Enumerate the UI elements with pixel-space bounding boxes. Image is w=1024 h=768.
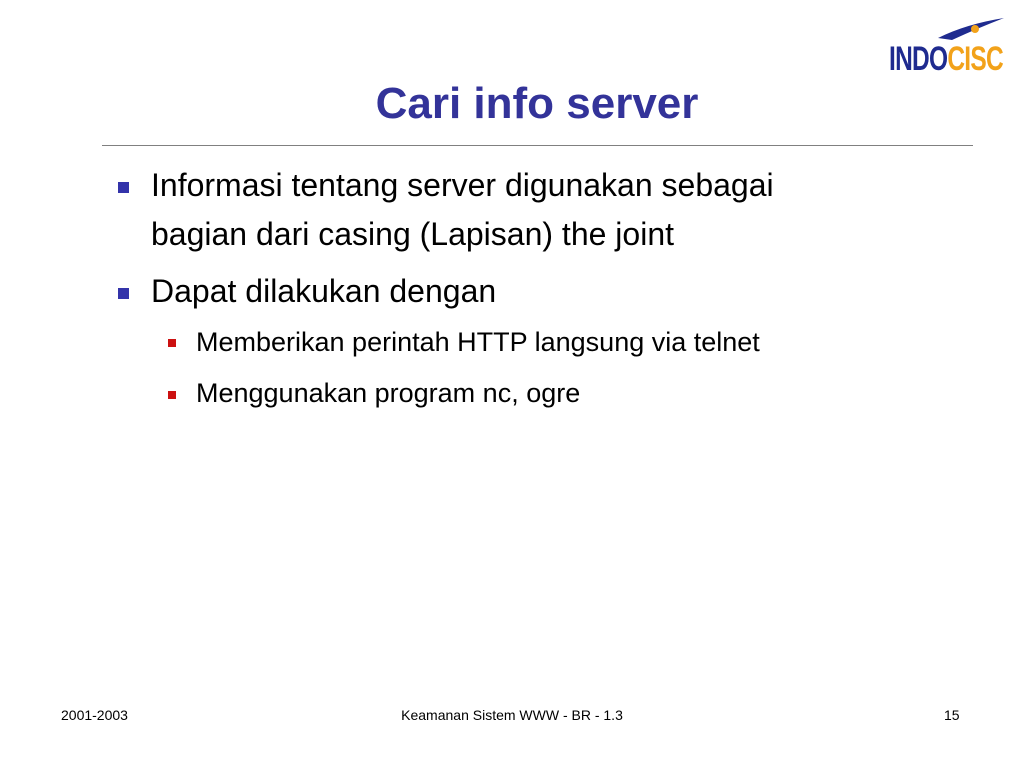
bullet-text-line: bagian dari casing (Lapisan) the joint xyxy=(151,216,674,252)
sub-bullet-text: Menggunakan program nc, ogre xyxy=(196,378,581,408)
bullet-text-line: Informasi tentang server digunakan sebagai xyxy=(151,167,774,203)
bullet-marker-square-icon xyxy=(118,288,129,299)
bullet-marker-square-icon xyxy=(118,182,129,193)
bullet-text-line: Dapat dilakukan dengan xyxy=(151,273,497,309)
slide-title: Cari info server xyxy=(375,79,699,128)
logo-text-indo: INDO xyxy=(889,40,948,78)
sub-bullet-marker-square-icon xyxy=(168,339,176,347)
sub-bullet-text: Memberikan perintah HTTP langsung via telnet xyxy=(196,327,760,357)
footer-page-number: 15 xyxy=(944,707,960,723)
logo-text-cisc: CISC xyxy=(947,40,1003,78)
footer-title: Keamanan Sistem WWW - BR - 1.3 xyxy=(401,707,623,723)
footer-date: 2001-2003 xyxy=(61,707,128,723)
sub-bullet-marker-square-icon xyxy=(168,391,176,399)
